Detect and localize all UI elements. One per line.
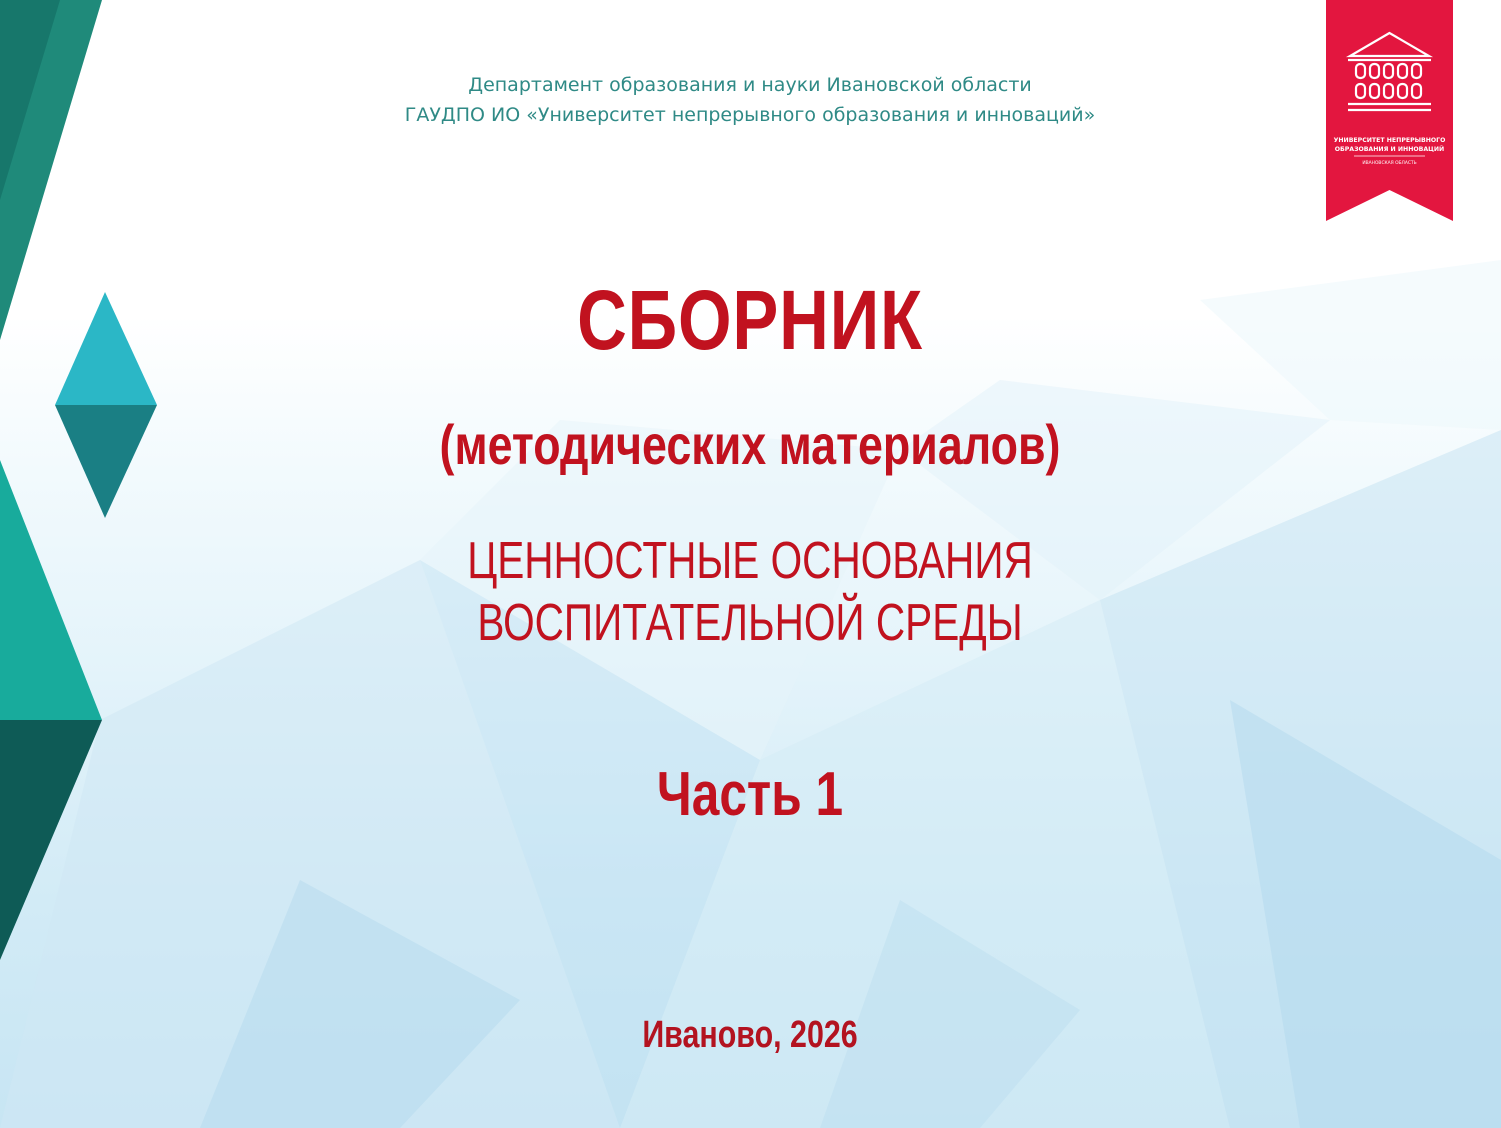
diamond-bottom <box>55 405 157 518</box>
theme-line-1: ЦЕННОСТНЫЕ ОСНОВАНИЯ <box>467 532 1033 590</box>
university-logo <box>1326 0 1453 221</box>
logo-text-1: УНИВЕРСИТЕТ НЕПРЕРЫВНОГО <box>1333 137 1446 144</box>
part-number: Часть 1 <box>656 760 844 829</box>
city-year: Иваново, 2026 <box>642 1014 858 1056</box>
theme-line-2: ВОСПИТАТЕЛЬНОЙ СРЕДЫ <box>477 594 1023 652</box>
subtitle: (методических материалов) <box>439 413 1061 476</box>
main-title: СБОРНИК <box>577 273 923 367</box>
logo-text-3: ИВАНОВСКАЯ ОБЛАСТЬ <box>1362 161 1417 166</box>
header-department: Департамент образования и науки Ивановской области <box>468 74 1032 96</box>
header <box>250 70 1250 130</box>
left-band-middle <box>0 460 102 720</box>
theme-title <box>399 530 1101 654</box>
diamond-top <box>55 292 157 405</box>
header-university: ГАУДПО ИО «Университет непрерывного образования и инноваций» <box>404 104 1096 126</box>
logo-text-2: ОБРАЗОВАНИЯ И ИННОВАЦИЙ <box>1334 146 1445 153</box>
